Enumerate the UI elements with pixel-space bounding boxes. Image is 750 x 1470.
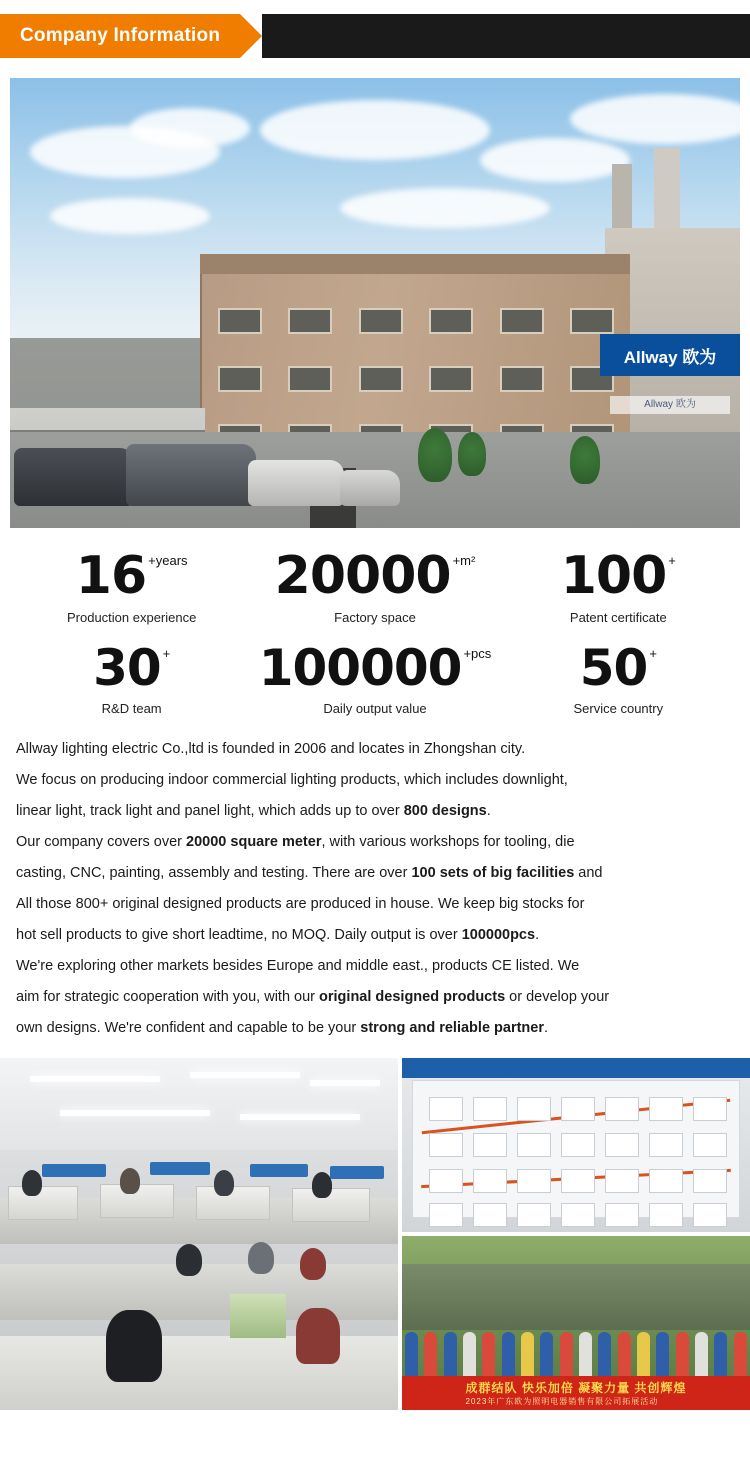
- company-stats: [10, 546, 740, 716]
- wall-header-band: [402, 1058, 750, 1078]
- team-member: [618, 1332, 631, 1378]
- certificate: [693, 1097, 727, 1121]
- stat-label: Production experience: [66, 610, 197, 625]
- certificate: [473, 1133, 507, 1157]
- cloud: [340, 188, 550, 228]
- parked-car: [340, 470, 400, 506]
- certificate: [649, 1133, 683, 1157]
- team-member: [598, 1332, 611, 1378]
- stat-number: 30: [93, 639, 161, 697]
- stat-label: R&D team: [101, 701, 162, 716]
- cubicle-desk: [8, 1186, 78, 1220]
- description-text: aim for strategic cooperation with you, with our: [16, 989, 320, 1005]
- stat-production-experience: [10, 546, 253, 625]
- stat-unit: +m²: [452, 553, 476, 568]
- tree: [458, 432, 486, 476]
- team-member: [579, 1332, 592, 1378]
- description-text: or develop your: [505, 989, 610, 1005]
- description-line: [16, 734, 734, 765]
- stat-number: 16: [75, 546, 147, 606]
- stat-number: 20000: [274, 546, 451, 606]
- certificate: [517, 1097, 551, 1121]
- employee: [300, 1248, 326, 1280]
- stat-daily-output-value: [253, 639, 496, 716]
- office-workspace-photo: [0, 1058, 398, 1410]
- employee-foreground: [106, 1310, 162, 1382]
- ceiling-light: [60, 1110, 210, 1116]
- certificate: [561, 1169, 595, 1193]
- factory-building-photo: [10, 78, 740, 528]
- stat-number: 100: [560, 546, 667, 606]
- cloud: [480, 138, 630, 182]
- certificate: [429, 1133, 463, 1157]
- team-member: [637, 1332, 650, 1378]
- gallery-right-column: [402, 1058, 750, 1410]
- stat-label: Daily output value: [323, 701, 427, 716]
- description-highlight: strong and reliable partner: [360, 1020, 544, 1036]
- team-banner-sub: 2023年广东欧为照明电器销售有限公司拓展活动: [465, 1397, 659, 1406]
- team-member: [540, 1332, 553, 1378]
- stat-label: Patent certificate: [569, 610, 667, 625]
- cubicle-desk: [292, 1188, 370, 1222]
- certificate: [605, 1203, 639, 1227]
- stat-patent-certificate: [497, 546, 740, 625]
- company-description: [16, 734, 734, 1044]
- window: [218, 308, 262, 334]
- photo-gallery: [0, 1058, 750, 1410]
- description-text: .: [486, 803, 491, 819]
- description-line: [16, 765, 734, 796]
- description-text: hot sell products to give short leadtime, no MOQ. Daily output is over: [16, 927, 462, 943]
- certificate: [605, 1097, 639, 1121]
- cubicle-desk: [196, 1186, 270, 1220]
- page-title: Company Information: [20, 25, 221, 46]
- window: [429, 366, 473, 392]
- desk-banner: [42, 1164, 106, 1177]
- certificate: [605, 1169, 639, 1193]
- certificate: [649, 1203, 683, 1227]
- ceiling-light: [30, 1076, 160, 1082]
- stat-unit: +years: [148, 553, 188, 568]
- parked-car: [248, 460, 344, 506]
- window-row: [218, 366, 614, 392]
- stat-number: 50: [579, 639, 648, 697]
- employee: [312, 1172, 332, 1198]
- header-bar-fill: [262, 14, 750, 58]
- description-line: [16, 827, 734, 858]
- cubicle-partition: [0, 1264, 398, 1320]
- description-text: We focus on producing indoor commercial lighting products, which includes downlight,: [16, 772, 568, 788]
- description-line: [16, 796, 734, 827]
- ceiling-light: [240, 1114, 360, 1120]
- certificate-board: [412, 1080, 740, 1218]
- window: [359, 366, 403, 392]
- description-highlight: 100 sets of big facilities: [411, 865, 575, 881]
- cloud: [50, 198, 210, 234]
- ceiling-light: [190, 1072, 300, 1078]
- team-member: [734, 1332, 747, 1378]
- team-member: [482, 1332, 495, 1378]
- team-member: [444, 1332, 457, 1378]
- team-banner-main: 成群结队 快乐加倍 凝聚力量 共创辉煌: [465, 1381, 687, 1395]
- certificate: [429, 1169, 463, 1193]
- team-member: [714, 1332, 727, 1378]
- team-member: [424, 1332, 437, 1378]
- description-line: [16, 1013, 734, 1044]
- cloud: [130, 108, 250, 148]
- employee: [120, 1168, 140, 1194]
- certificate: [429, 1203, 463, 1227]
- stat-service-country: [497, 639, 740, 716]
- description-text: casting, CNC, painting, assembly and testing. There are over: [16, 865, 412, 881]
- certificate: [517, 1203, 551, 1227]
- window: [288, 308, 332, 334]
- stat-factory-space: [253, 546, 496, 625]
- certificate: [473, 1097, 507, 1121]
- stat-label: Service country: [573, 701, 664, 716]
- team-member: [521, 1332, 534, 1378]
- stats-row-1: [10, 546, 740, 625]
- stat-unit: +: [668, 553, 676, 568]
- desk-banner: [250, 1164, 308, 1177]
- section-header: [0, 14, 750, 68]
- team-member: [405, 1332, 418, 1378]
- employee: [176, 1244, 202, 1276]
- employee: [22, 1170, 42, 1196]
- certificate: [693, 1169, 727, 1193]
- stat-label: Factory space: [334, 610, 416, 625]
- description-text: Our company covers over: [16, 834, 187, 850]
- description-line: [16, 982, 734, 1013]
- description-text: .: [535, 927, 540, 943]
- stats-row-2: [10, 639, 740, 716]
- description-line: [16, 889, 734, 920]
- certificate: [517, 1169, 551, 1193]
- employee: [248, 1242, 274, 1274]
- cloud: [260, 100, 490, 160]
- team-member: [656, 1332, 669, 1378]
- description-highlight: original designed products: [319, 989, 506, 1005]
- window: [288, 366, 332, 392]
- team-group-photo: [402, 1236, 750, 1410]
- certificate: [473, 1203, 507, 1227]
- stat-number: 100000: [258, 639, 462, 697]
- description-text: own designs. We're confident and capable to be your: [16, 1020, 361, 1036]
- employee: [296, 1308, 340, 1364]
- window: [218, 366, 262, 392]
- team-member: [560, 1332, 573, 1378]
- team-member: [502, 1332, 515, 1378]
- description-line: [16, 951, 734, 982]
- certificate: [605, 1133, 639, 1157]
- window: [429, 308, 473, 334]
- tree: [570, 436, 600, 484]
- certificate: [561, 1133, 595, 1157]
- window: [359, 308, 403, 334]
- window: [500, 308, 544, 334]
- description-text: All those 800+ original designed products are produced in house. We keep big stocks for: [16, 896, 585, 912]
- team-member: [463, 1332, 476, 1378]
- description-text: We're exploring other markets besides Europe and middle east., products CE listed. We: [16, 958, 580, 974]
- certificate-wall-photo: [402, 1058, 750, 1232]
- parked-car: [126, 444, 256, 506]
- desk-banner: [330, 1166, 384, 1179]
- certificate: [693, 1133, 727, 1157]
- team-member: [695, 1332, 708, 1378]
- company-sign: Allway 欧为: [600, 334, 740, 376]
- header-tag: [0, 14, 240, 58]
- description-text: , with various workshops for tooling, die: [321, 834, 575, 850]
- storefront-sign: Allway 欧为: [610, 396, 730, 414]
- stat-rd-team: [10, 639, 253, 716]
- certificate: [649, 1169, 683, 1193]
- window-row: [218, 308, 614, 334]
- window: [570, 308, 614, 334]
- description-text: .: [544, 1020, 549, 1036]
- description-text: and: [574, 865, 603, 881]
- certificate: [517, 1133, 551, 1157]
- stat-unit: +: [649, 646, 657, 661]
- certificate: [429, 1097, 463, 1121]
- stat-unit: +pcs: [463, 646, 492, 661]
- description-highlight: 20000 square meter: [186, 834, 322, 850]
- description-highlight: 100000pcs: [461, 927, 536, 943]
- office-plant: [230, 1294, 286, 1338]
- employee: [214, 1170, 234, 1196]
- certificate: [561, 1203, 595, 1227]
- description-text: Allway lighting electric Co.,ltd is founded in 2006 and locates in Zhongshan city.: [16, 741, 526, 757]
- stat-unit: +: [162, 646, 171, 661]
- description-text: linear light, track light and panel light, which adds up to over: [16, 803, 404, 819]
- team-banner: [402, 1376, 750, 1410]
- team-member: [676, 1332, 689, 1378]
- certificate: [693, 1203, 727, 1227]
- tree: [418, 428, 452, 482]
- description-highlight: 800 designs: [403, 803, 487, 819]
- parked-car: [14, 448, 134, 506]
- certificate: [649, 1097, 683, 1121]
- certificate: [561, 1097, 595, 1121]
- certificate: [473, 1169, 507, 1193]
- description-line: [16, 920, 734, 951]
- description-line: [16, 858, 734, 889]
- window: [500, 366, 544, 392]
- team-members-row: [402, 1308, 750, 1378]
- desk-banner: [150, 1162, 210, 1175]
- ceiling-light: [310, 1080, 380, 1086]
